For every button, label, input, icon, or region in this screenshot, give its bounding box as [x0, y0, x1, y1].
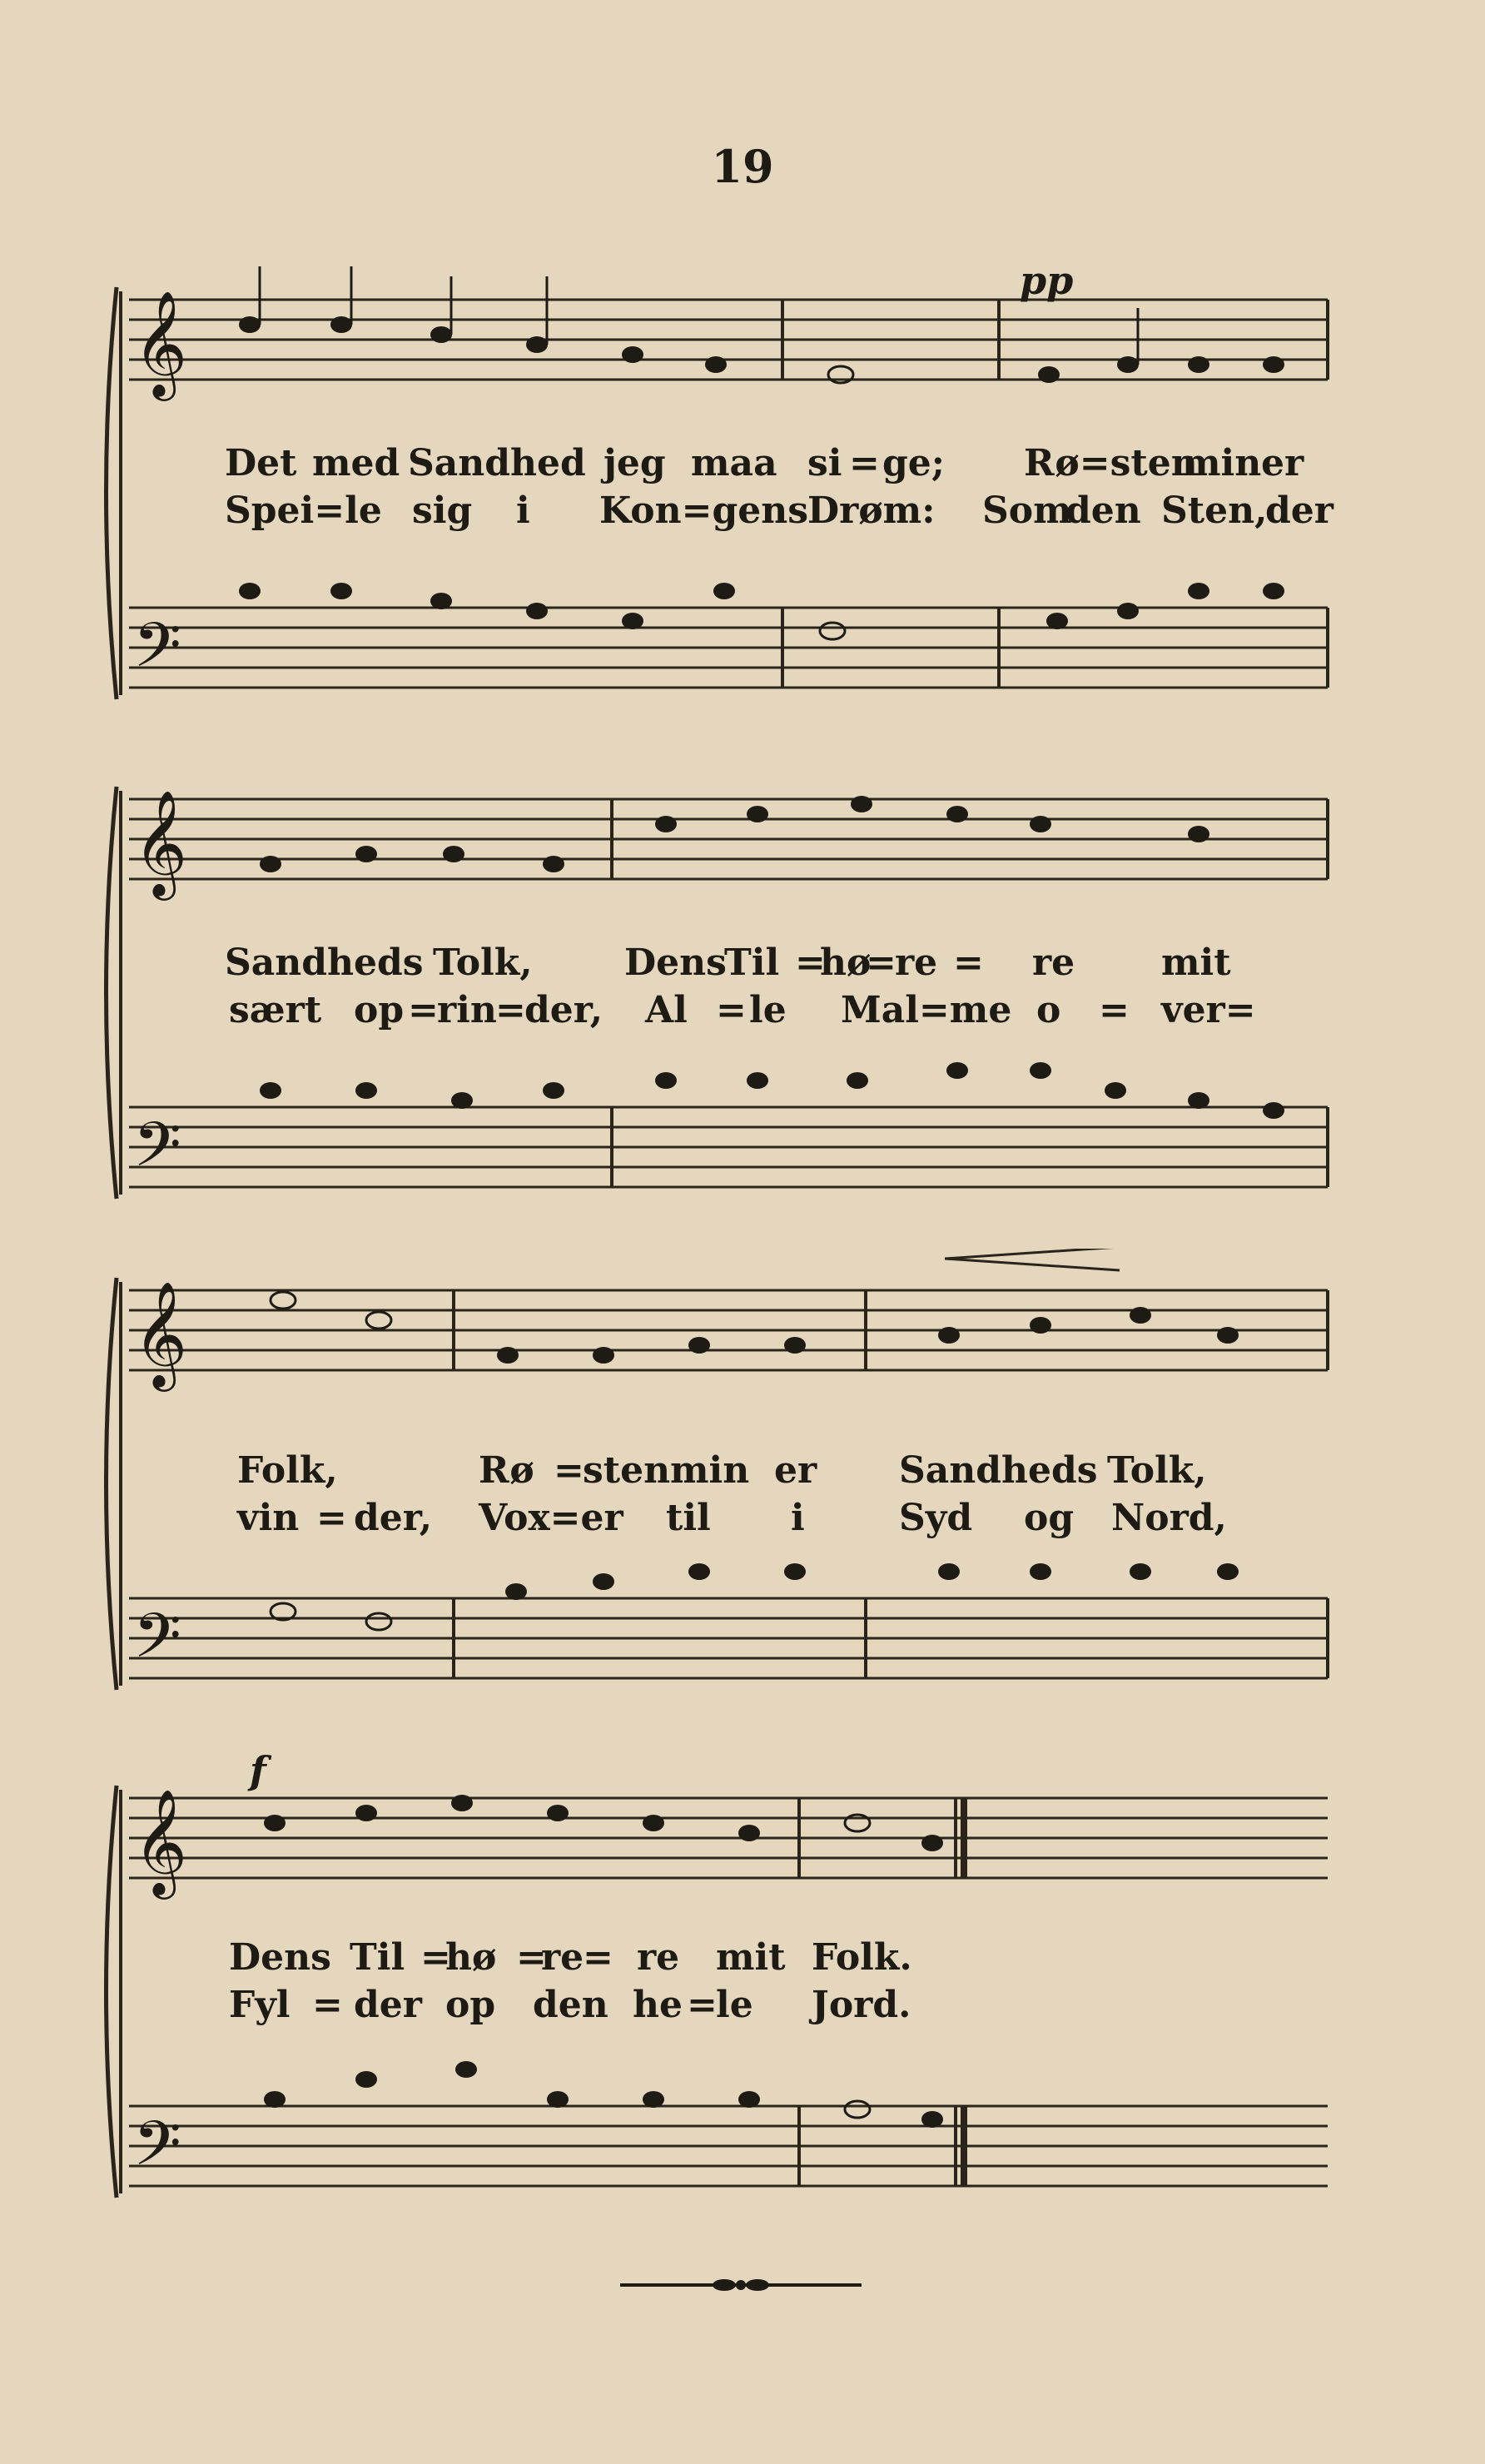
- lyric-word: den: [1065, 489, 1141, 532]
- lyric-word: sært: [229, 989, 322, 1031]
- svg-text:𝄞: 𝄞: [133, 789, 188, 896]
- lyric-word: Som: [982, 489, 1072, 532]
- lyric-word: og: [1024, 1497, 1075, 1539]
- lyric-word: re: [541, 1936, 584, 1979]
- lyric-word: sig: [412, 489, 473, 532]
- lyric-word: o: [1036, 989, 1061, 1031]
- lyric-word: =: [716, 989, 747, 1031]
- lyric-word: =: [849, 442, 880, 484]
- lyric-word: Fyl: [229, 1984, 291, 2026]
- lyric-word: le: [716, 1984, 753, 2026]
- lyric-word: Sandheds: [899, 1449, 1098, 1492]
- svg-text:𝄢: 𝄢: [133, 1600, 181, 1687]
- dynamics-mark: pp: [1020, 258, 1074, 303]
- page-number: 19: [711, 140, 774, 193]
- svg-text:𝄢: 𝄢: [133, 609, 181, 697]
- lyric-word: Rø: [479, 1449, 534, 1492]
- lyric-word: he: [633, 1984, 683, 2026]
- lyric-word: hø: [445, 1936, 497, 1979]
- lyric-word: Det: [225, 442, 297, 484]
- lyric-word: i: [791, 1497, 805, 1539]
- lyric-word: =: [795, 941, 826, 984]
- lyric-word: re: [1032, 941, 1075, 984]
- lyric-word: Sandheds: [225, 941, 424, 984]
- lyric-word: =: [687, 1984, 718, 2026]
- bass-staff: [129, 608, 1328, 688]
- lyric-word: Vox=er: [479, 1497, 623, 1539]
- lyric-word: til: [666, 1497, 711, 1539]
- lyric-word: op: [445, 1984, 496, 2026]
- lyric-word: Folk,: [237, 1449, 338, 1492]
- lyric-word: min: [1182, 442, 1262, 484]
- lyric-word: re: [895, 941, 938, 984]
- lyric-word: maa: [691, 442, 777, 484]
- lyric-word: Rø=sten: [1024, 442, 1198, 484]
- lyric-word: Jord.: [812, 1984, 911, 2026]
- lyric-word: si: [807, 442, 842, 484]
- dynamics-mark: f: [250, 1748, 266, 1793]
- lyric-word: ge;: [882, 442, 946, 484]
- lyric-word: Drøm:: [807, 489, 936, 532]
- lyric-word: Mal=me: [841, 989, 1012, 1031]
- svg-text:𝄢: 𝄢: [133, 1109, 181, 1196]
- lyric-word: Til: [350, 1936, 405, 1979]
- lyric-word: vin: [237, 1497, 300, 1539]
- lyric-word: Kon=gens: [599, 489, 809, 532]
- lyric-word: i: [516, 489, 530, 532]
- lyric-word: min: [670, 1449, 750, 1492]
- lyric-word: Spei=le: [225, 489, 382, 532]
- lyric-word: op: [354, 989, 405, 1031]
- lyric-word: der: [354, 1984, 422, 2026]
- lyric-word: Dens: [624, 941, 727, 984]
- lyric-word: er: [774, 1449, 817, 1492]
- lyric-word: =: [316, 1497, 347, 1539]
- lyric-word: =: [583, 1936, 613, 1979]
- music-system-4: [0, 1748, 1485, 2223]
- svg-text:𝄞: 𝄞: [133, 1280, 188, 1387]
- lyric-word: Tolk,: [1107, 1449, 1207, 1492]
- treble-staff: [129, 300, 1328, 380]
- lyric-word: Al: [645, 989, 688, 1031]
- lyric-word: Syd: [899, 1497, 973, 1539]
- lyric-word: =: [312, 1984, 343, 2026]
- lyric-word: =: [554, 1449, 584, 1492]
- lyric-word: le: [749, 989, 787, 1031]
- lyric-word: mit: [716, 1936, 786, 1979]
- svg-text:𝄞: 𝄞: [133, 1788, 188, 1895]
- lyric-word: =: [495, 989, 526, 1031]
- lyric-word: Sandhed: [408, 442, 586, 484]
- lyric-word: =: [1099, 989, 1130, 1031]
- svg-text:𝄞: 𝄞: [133, 290, 188, 396]
- music-system-1: [0, 258, 1485, 724]
- lyric-word: =: [516, 1936, 547, 1979]
- lyric-word: =: [953, 941, 984, 984]
- music-system-2: [0, 758, 1485, 1224]
- music-system-3: [0, 1249, 1485, 1715]
- lyric-word: sten: [583, 1449, 671, 1492]
- lyric-word: der,: [354, 1497, 433, 1539]
- svg-text:𝄢: 𝄢: [133, 2108, 181, 2195]
- lyric-word: rin: [437, 989, 497, 1031]
- lyric-word: Folk.: [812, 1936, 912, 1979]
- lyric-word: er: [1261, 442, 1304, 484]
- lyric-word: jeg: [603, 442, 666, 484]
- lyric-word: Dens: [229, 1936, 331, 1979]
- lyric-word: mit: [1161, 941, 1231, 984]
- lyric-word: hø: [820, 941, 872, 984]
- lyric-word: Sten,: [1161, 489, 1268, 532]
- lyric-word: Til: [724, 941, 780, 984]
- lyric-word: Nord,: [1111, 1497, 1227, 1539]
- lyric-word: der: [1265, 489, 1334, 532]
- lyric-word: med: [312, 442, 400, 484]
- lyric-word: ver=: [1161, 989, 1256, 1031]
- end-ornament: [616, 2273, 866, 2298]
- lyric-word: den: [533, 1984, 608, 2026]
- lyric-word: =: [420, 1936, 451, 1979]
- lyric-word: Tolk,: [433, 941, 533, 984]
- lyric-word: der,: [524, 989, 603, 1031]
- lyric-word: re: [637, 1936, 680, 1979]
- lyric-word: =: [866, 941, 896, 984]
- lyric-word: =: [408, 989, 439, 1031]
